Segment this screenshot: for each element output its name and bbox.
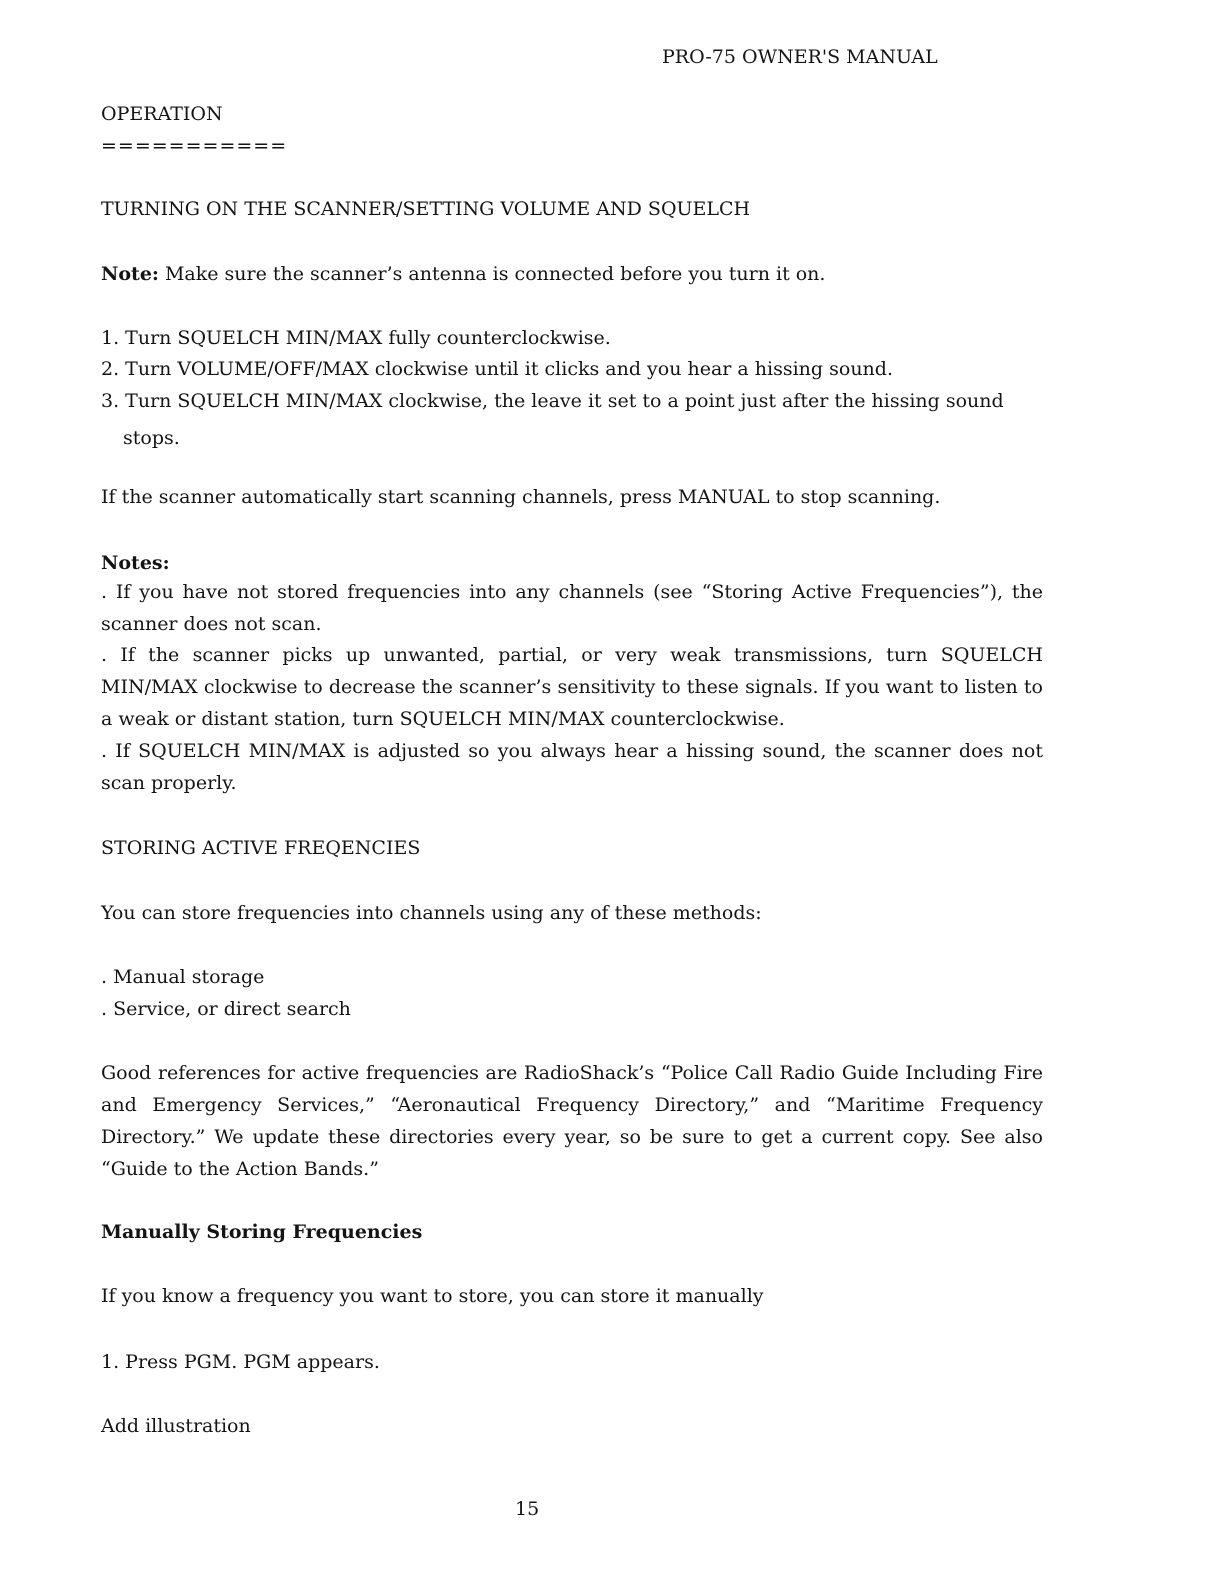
turning-on-heading: TURNING ON THE SCANNER/SETTING VOLUME AND SQUELCH xyxy=(101,198,751,220)
note-text: Make sure the scanner’s antenna is connected before you turn it on. xyxy=(158,263,826,285)
notes-item: . If SQUELCH MIN/MAX is adjusted so you always hear a hissing sound, the scanner does not scan properly. xyxy=(101,740,1043,794)
antenna-note xyxy=(101,262,825,286)
auto-scan-paragraph: If the scanner automatically start scanning channels, press MANUAL to stop scanning. xyxy=(101,486,941,508)
storing-intro: You can store frequencies into channels using any of these methods: xyxy=(101,902,762,924)
notes-label: Notes: xyxy=(101,552,170,574)
section-title-underline: =========== xyxy=(101,135,288,157)
step-1: 1. Turn SQUELCH MIN/MAX fully counterclockwise. xyxy=(101,327,611,349)
method-item: . Manual storage xyxy=(101,966,265,988)
references-paragraph: Good references for active frequencies are RadioShack’s “Police Call Radio Guide Including Fire and Emergency Services,” “Aeronautical Frequency Directory,” and “Maritime Frequency Directory.” We update these directories every year, so be sure to get a current copy. See also “Guide to the Action Bands.” xyxy=(101,1062,1043,1180)
page-number: 15 xyxy=(515,1498,540,1520)
notes-item: . If you have not stored frequencies into any channels (see “Storing Active Frequencies”), the scanner does not scan. xyxy=(101,581,1043,635)
manual-storing-intro: If you know a frequency you want to store, you can store it manually xyxy=(101,1285,764,1307)
manual-storing-step-1: 1. Press PGM. PGM appears. xyxy=(101,1351,380,1373)
method-item: . Service, or direct search xyxy=(101,998,351,1020)
step-2: 2. Turn VOLUME/OFF/MAX clockwise until it clicks and you hear a hissing sound. xyxy=(101,358,893,380)
storing-heading: STORING ACTIVE FREQENCIES xyxy=(101,837,421,859)
step-3: 3. Turn SQUELCH MIN/MAX clockwise, the leave it set to a point just after the hissing sound xyxy=(101,390,1004,412)
illustration-placeholder: Add illustration xyxy=(101,1415,251,1437)
section-title: OPERATION xyxy=(101,103,223,125)
notes-item: . If the scanner picks up unwanted, partial, or very weak transmissions, turn SQUELCH MIN/MAX clockwise to decrease the scanner’s sensitivity to these signals. If you want to listen to a weak or distant station, turn SQUELCH MIN/MAX counterclockwise. xyxy=(101,644,1043,730)
note-label: Note: xyxy=(101,263,159,285)
running-header: PRO-75 OWNER'S MANUAL xyxy=(662,46,938,68)
step-3-continued: stops. xyxy=(123,427,180,449)
manual-storing-heading: Manually Storing Frequencies xyxy=(101,1221,423,1243)
